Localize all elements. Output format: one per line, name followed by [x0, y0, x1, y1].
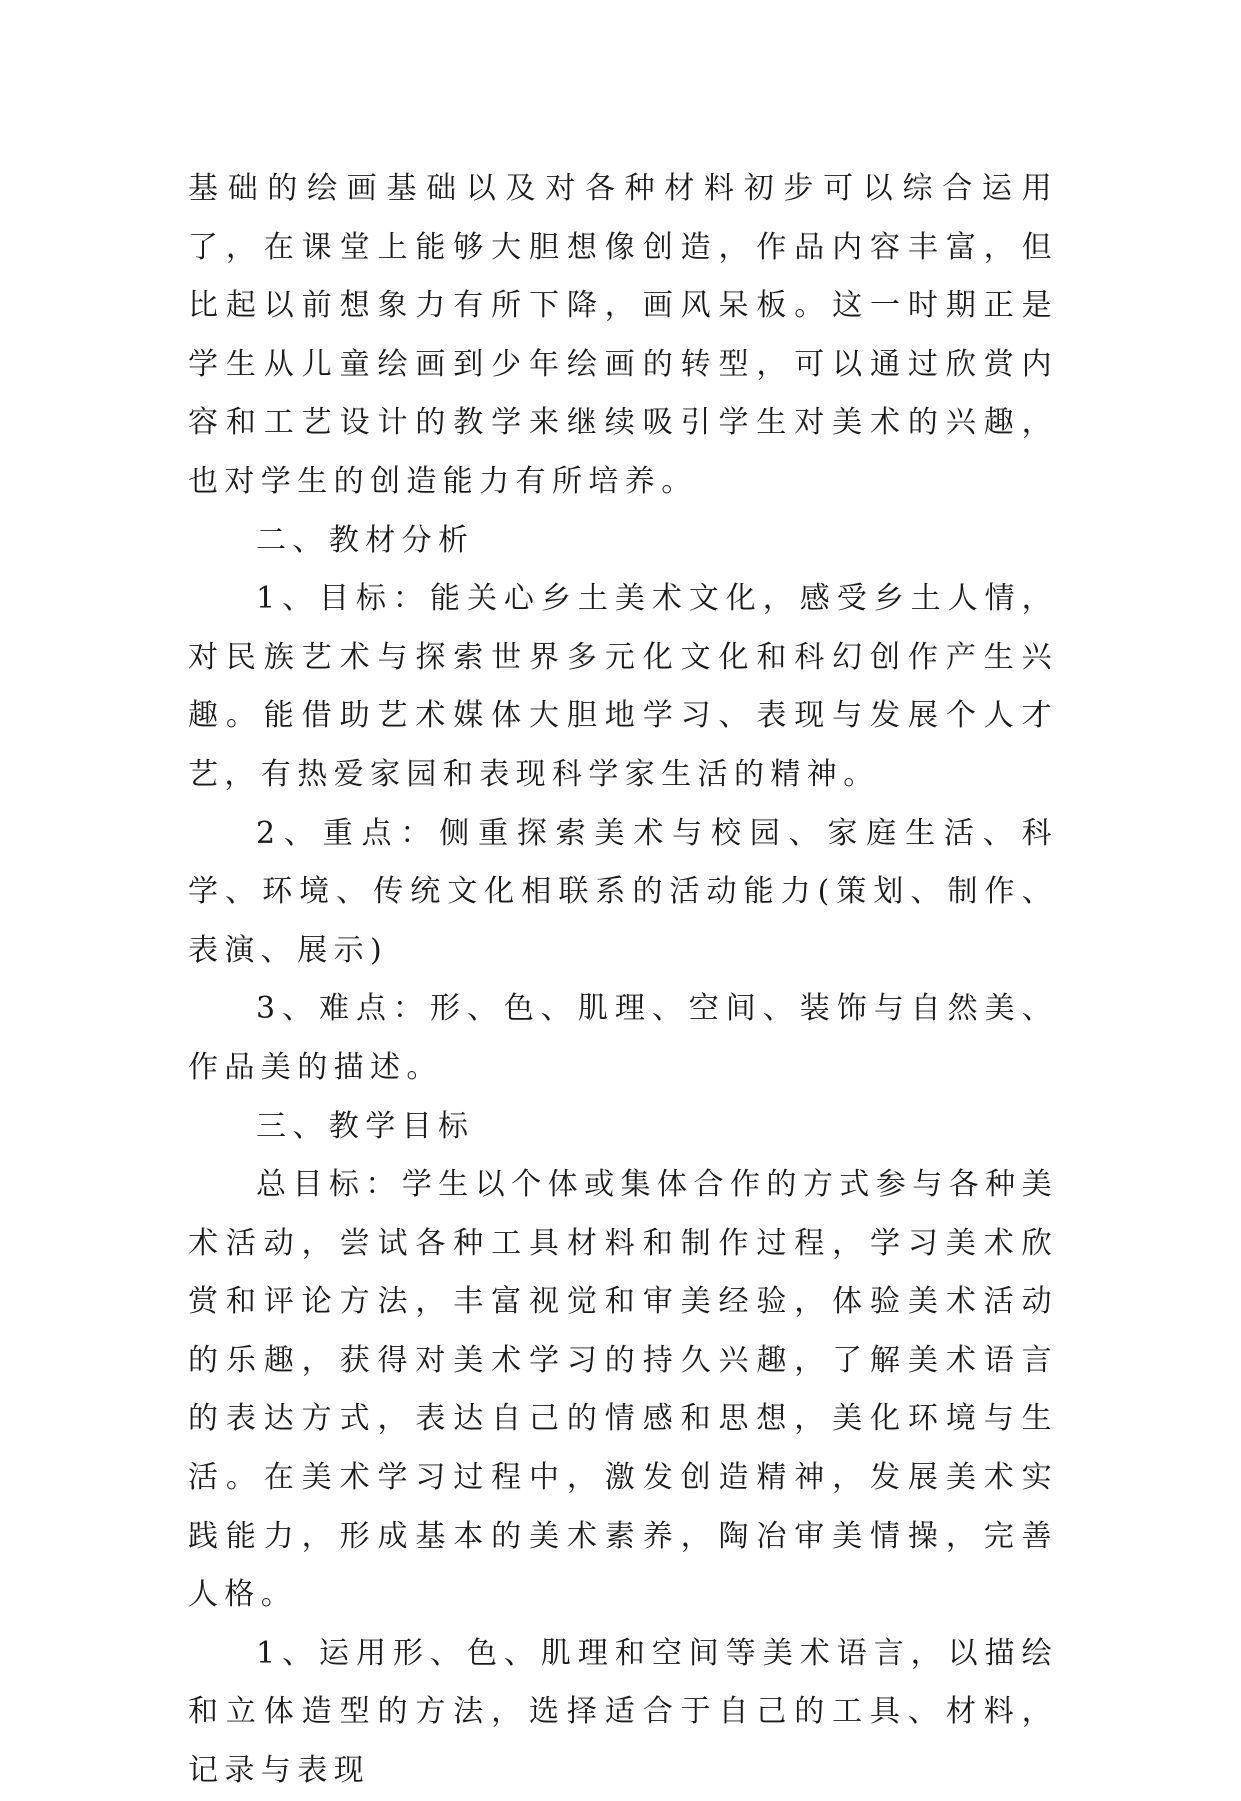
paragraph-objective-1: 1、运用形、色、肌理和空间等美术语言，以描绘和立体造型的方法，选择适合于自己的工具、材料，记录与表现 [188, 1635, 1058, 1789]
paragraph-key-points: 2、重点：侧重探索美术与校园、家庭生活、科学、环境、传统文化相联系的活动能力(策划、制作、表演、展示) [188, 815, 1058, 968]
heading-teaching-objectives: 三、教学目标 [256, 1108, 475, 1144]
paragraph-continuation: 基础的绘画基础以及对各种材料初步可以综合运用了，在课堂上能够大胆想像创造，作品内容丰富，但比起以前想象力有所下降，画风呆板。这一时期正是学生从儿童绘画到少年绘画的转型，可以通过欣赏内容和工艺设计的教学来继续吸引学生对美术的兴趣，也对学生的创造能力有所培养。 [188, 171, 1058, 499]
paragraph-goal: 1、目标：能关心乡土美术文化，感受乡土人情，对民族艺术与探索世界多元化文化和科幻创作产生兴趣。能借助艺术媒体大胆地学习、表现与发展个人才艺，有热爱家园和表现科学家生活的精神。 [188, 581, 1058, 792]
paragraph-overall-objective: 总目标：学生以个体或集体合作的方式参与各种美术活动，尝试各种工具材料和制作过程，学习美术欣赏和评论方法，丰富视觉和审美经验，体验美术活动的乐趣，获得对美术学习的持久兴趣，了解美术语言的表达方式，表达自己的情感和思想，美化环境与生活。在美术学习过程中，激发创造精神，发展美术实践能力，形成基本的美术素养，陶冶审美情操，完善人格。 [188, 1167, 1058, 1613]
heading-textbook-analysis: 二、教材分析 [256, 522, 475, 558]
document-page [188, 160, 1058, 1801]
paragraph-difficulties: 3、难点：形、色、肌理、空间、装饰与自然美、作品美的描述。 [188, 991, 1058, 1085]
